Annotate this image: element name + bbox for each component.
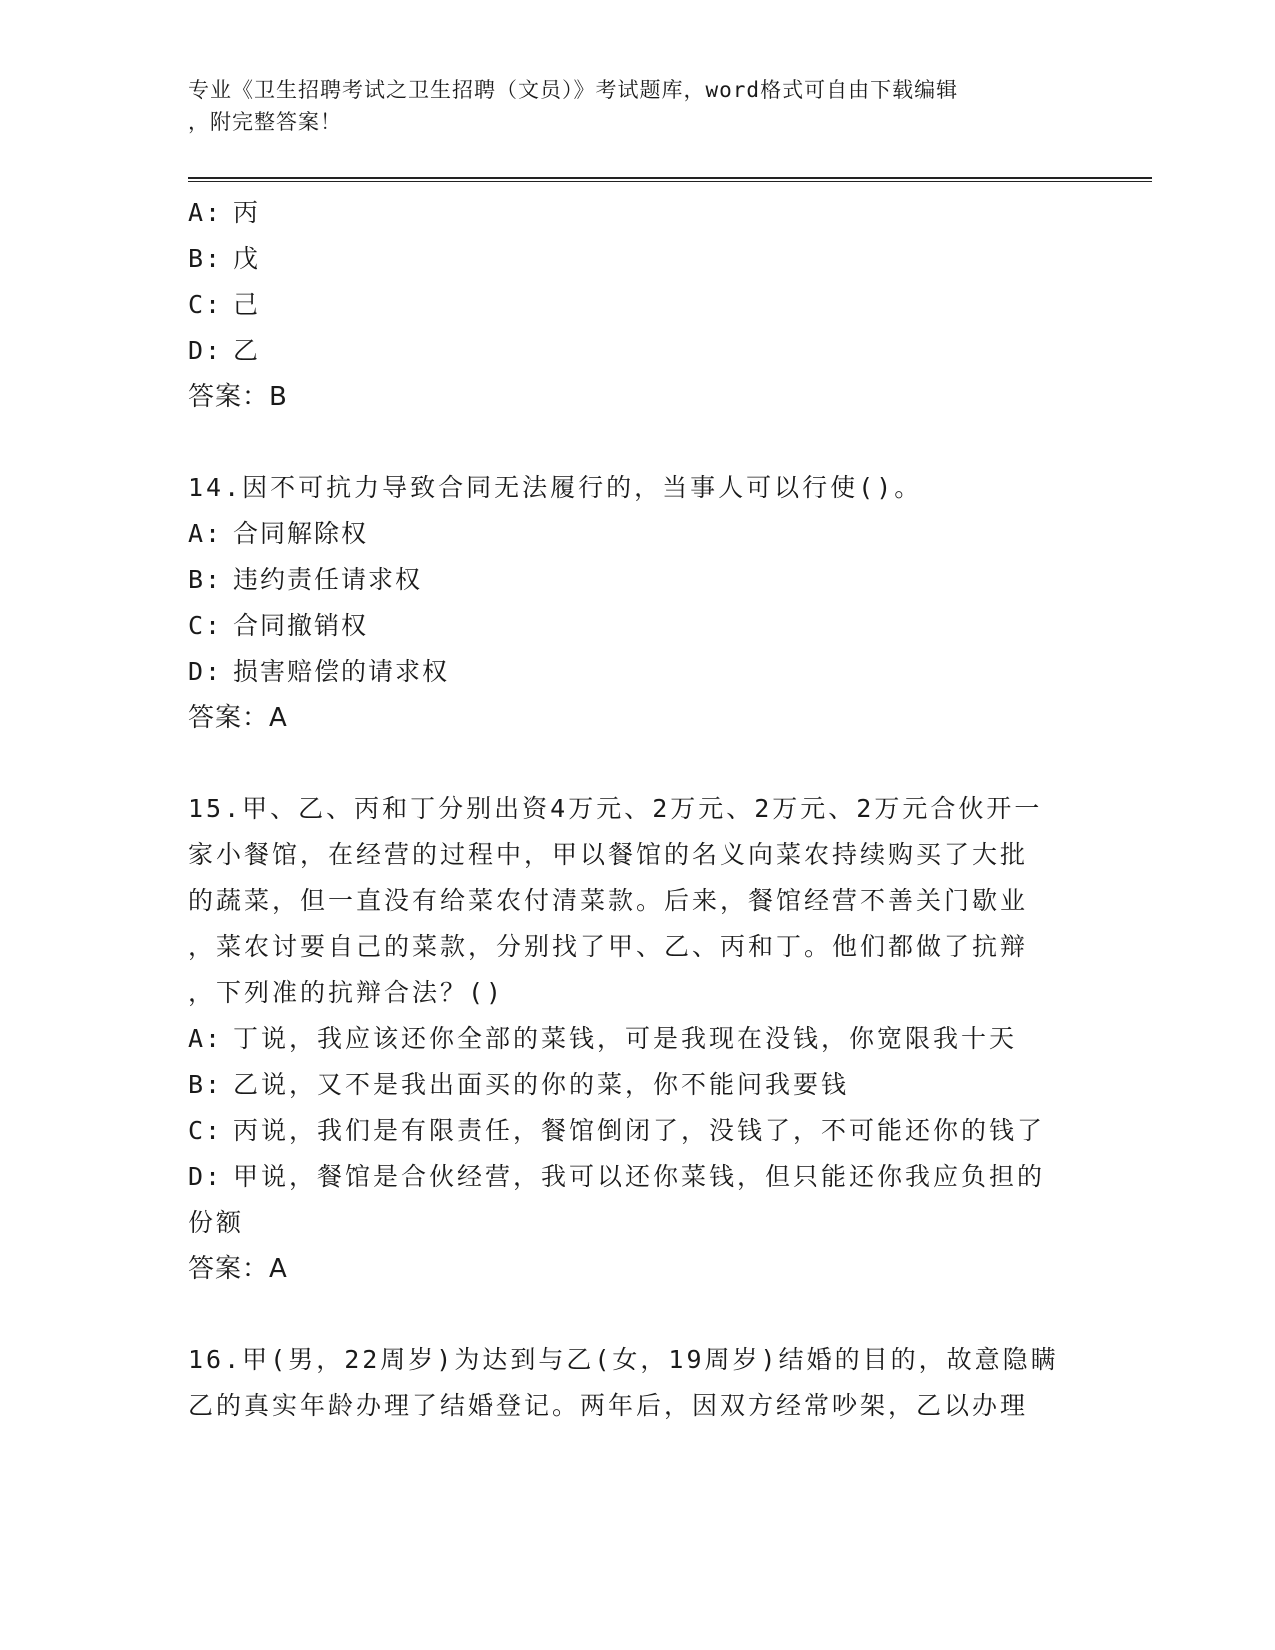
- option-text: 丁说，我应该还你全部的菜钱，可是我现在没钱，你宽限我十天: [233, 1024, 1018, 1053]
- stem-line: 的蔬菜，但一直没有给菜农付清菜款。后来，餐馆经营不善关门歇业: [188, 886, 1029, 915]
- question-stem: 14.因不可抗力导致合同无法履行的，当事人可以行使()。: [188, 473, 923, 502]
- option-b: [188, 1062, 1088, 1108]
- answer-line: 答案：A: [188, 703, 288, 733]
- question-stem: [188, 1337, 1088, 1429]
- option-label: D:: [188, 336, 223, 365]
- option-text: 己: [233, 290, 261, 319]
- option-b: [188, 236, 1088, 282]
- option-c: [188, 603, 1088, 649]
- option-b: [188, 557, 1088, 603]
- option-text: 乙: [233, 336, 261, 365]
- option-text: 戊: [233, 244, 261, 273]
- option-label: A:: [188, 198, 223, 227]
- option-label: B:: [188, 1070, 223, 1099]
- option-text: 乙说，又不是我出面买的你的菜，你不能问我要钱: [233, 1070, 850, 1099]
- header-line-2: ，附完整答案！: [188, 110, 342, 134]
- stem-line: 15.甲、乙、丙和丁分别出资4万元、2万元、2万元、2万元合伙开一: [188, 794, 1043, 823]
- option-text-continued: 份额: [188, 1208, 245, 1237]
- option-label: D:: [188, 1162, 223, 1191]
- stem-line: ，下列准的抗辩合法？(): [188, 978, 505, 1007]
- option-d: [188, 1154, 1088, 1246]
- option-label: A:: [188, 1024, 223, 1053]
- stem-line: 乙的真实年龄办理了结婚登记。两年后，因双方经常吵架，乙以办理: [188, 1391, 1029, 1420]
- option-text: 违约责任请求权: [233, 565, 423, 594]
- page-header: [188, 74, 1088, 138]
- option-label: B:: [188, 244, 223, 273]
- option-text: 丙: [233, 198, 261, 227]
- question-14: [188, 465, 1088, 741]
- option-a: [188, 511, 1088, 557]
- option-text: 甲说，餐馆是合伙经营，我可以还你菜钱，但只能还你我应负担的: [233, 1162, 1046, 1191]
- option-d: [188, 649, 1088, 695]
- stem-line: 16.甲(男，22周岁)为达到与乙(女，19周岁)结婚的目的，故意隐瞒: [188, 1345, 1059, 1374]
- option-label: A:: [188, 519, 223, 548]
- option-text: 合同解除权: [233, 519, 369, 548]
- answer-line: 答案：B: [188, 382, 288, 412]
- option-label: C:: [188, 290, 223, 319]
- question-list: [188, 190, 1088, 1429]
- answer-line: 答案：A: [188, 1254, 288, 1284]
- stem-line: ，菜农讨要自己的菜款，分别找了甲、乙、丙和丁。他们都做了抗辩: [188, 932, 1029, 961]
- option-text: 损害赔偿的请求权: [233, 657, 450, 686]
- stem-line: 家小餐馆，在经营的过程中，甲以餐馆的名义向菜农持续购买了大批: [188, 840, 1029, 869]
- question-13: [188, 190, 1088, 420]
- option-c: [188, 282, 1088, 328]
- option-a: [188, 190, 1088, 236]
- option-text: 丙说，我们是有限责任，餐馆倒闭了，没钱了，不可能还你的钱了: [233, 1116, 1046, 1145]
- question-stem: [188, 786, 1088, 1016]
- option-c: [188, 1108, 1088, 1154]
- option-label: C:: [188, 611, 223, 640]
- header-line-1: 专业《卫生招聘考试之卫生招聘（文员）》考试题库，word格式可自由下载编辑: [188, 78, 959, 102]
- question-15: [188, 786, 1088, 1292]
- option-label: C:: [188, 1116, 223, 1145]
- option-a: [188, 1016, 1088, 1062]
- option-text: 合同撤销权: [233, 611, 369, 640]
- header-divider: [188, 177, 1152, 182]
- option-label: D:: [188, 657, 223, 686]
- question-16: [188, 1337, 1088, 1429]
- option-label: B:: [188, 565, 223, 594]
- option-d: [188, 328, 1088, 374]
